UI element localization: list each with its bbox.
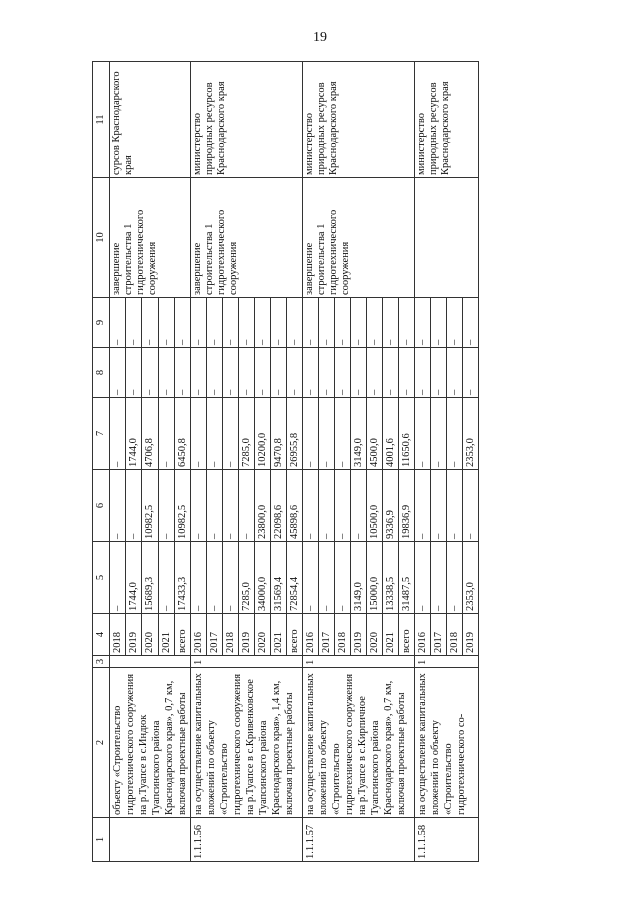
value-cell: – — [335, 398, 351, 470]
value-cell: – — [223, 398, 239, 470]
value-cell: 22098,6 — [271, 470, 287, 542]
value-cell: – — [223, 348, 239, 398]
year-cell: 2021 — [383, 614, 399, 656]
value-cell: 13338,5 — [383, 542, 399, 614]
value-cell: – — [191, 348, 207, 398]
year-cell: всего — [399, 614, 415, 656]
year-cell: всего — [287, 614, 303, 656]
header-cell: 8 — [93, 348, 110, 398]
value-cell: – — [239, 470, 255, 542]
table-row — [415, 62, 431, 862]
table-row — [110, 62, 126, 862]
value-cell: – — [287, 348, 303, 398]
value-cell: – — [110, 348, 126, 398]
value-cell: 4500,0 — [367, 398, 383, 470]
year-cell: 2019 — [351, 614, 367, 656]
year-cell: 2016 — [191, 614, 207, 656]
table-row — [303, 62, 319, 862]
value-cell: – — [158, 348, 174, 398]
value-cell: – — [255, 298, 271, 348]
item-col3: 1 — [303, 656, 415, 668]
value-cell: – — [431, 542, 447, 614]
value-cell: – — [271, 298, 287, 348]
value-cell: – — [383, 298, 399, 348]
value-cell: 10500,0 — [367, 470, 383, 542]
item-number: 1.1.1.57 — [303, 818, 415, 862]
item-executor: министерство природных ресурсов Краснодарского края — [303, 62, 415, 178]
year-cell: 2020 — [142, 614, 158, 656]
value-cell: – — [319, 542, 335, 614]
value-cell: 3149,0 — [351, 398, 367, 470]
value-cell: – — [191, 398, 207, 470]
value-cell: – — [319, 298, 335, 348]
value-cell: – — [399, 348, 415, 398]
value-cell: – — [383, 348, 399, 398]
year-cell: 2019 — [126, 614, 142, 656]
value-cell: 10200,0 — [255, 398, 271, 470]
value-cell: – — [367, 298, 383, 348]
item-description: на осуществление капитальных вложений по объекту «Строительство гидротехнического сооружения на р.Туапсе в с.Кирпичное Туапсинского района Краснодарского края», 0,7 км, включая проектные работы — [303, 668, 415, 818]
value-cell: 3149,0 — [351, 542, 367, 614]
value-cell: – — [223, 470, 239, 542]
value-cell: 45898,6 — [287, 470, 303, 542]
item-description: на осуществление капитальных вложений по объекту «Строительство гидротехнического сооружения на р.Туапсе в с.Кривенковское Туапсинского района Краснодарского края», 1,4 км, включая проектные работы — [191, 668, 303, 818]
value-cell: – — [110, 470, 126, 542]
header-cell: 11 — [93, 62, 110, 178]
item-number — [110, 818, 191, 862]
value-cell: – — [447, 298, 463, 348]
item-result — [415, 178, 479, 298]
table-body — [110, 62, 479, 862]
value-cell: – — [158, 470, 174, 542]
value-cell: 4706,8 — [142, 398, 158, 470]
header-cell: 3 — [93, 656, 110, 668]
value-cell: – — [158, 398, 174, 470]
item-description: объекту «Строительство гидротехнического сооружения на р.Туапсе в с.Индюк Туапсинского района Краснодарского края», 0,7 км, включая проектные работы — [110, 668, 191, 818]
value-cell: 19836,9 — [399, 470, 415, 542]
value-cell: – — [191, 298, 207, 348]
item-executor: министерство природных ресурсов Краснодарского края — [415, 62, 479, 178]
value-cell: – — [191, 470, 207, 542]
header-cell: 4 — [93, 614, 110, 656]
value-cell: – — [351, 298, 367, 348]
value-cell: – — [207, 348, 223, 398]
value-cell: 9470,8 — [271, 398, 287, 470]
value-cell: – — [303, 470, 319, 542]
value-cell: 7285,0 — [239, 542, 255, 614]
value-cell: 15000,0 — [367, 542, 383, 614]
value-cell: – — [447, 542, 463, 614]
value-cell: 6450,8 — [174, 398, 190, 470]
rotated-table-container — [92, 62, 626, 862]
value-cell: 17433,3 — [174, 542, 190, 614]
value-cell: – — [174, 298, 190, 348]
value-cell: – — [303, 542, 319, 614]
value-cell: 34000,0 — [255, 542, 271, 614]
value-cell: 26955,8 — [287, 398, 303, 470]
value-cell: – — [431, 398, 447, 470]
value-cell: – — [303, 298, 319, 348]
value-cell: 15689,3 — [142, 542, 158, 614]
header-cell: 10 — [93, 178, 110, 298]
year-cell: 2020 — [367, 614, 383, 656]
value-cell: – — [415, 298, 431, 348]
value-cell: – — [110, 542, 126, 614]
item-number: 1.1.1.58 — [415, 818, 479, 862]
year-cell: 2017 — [207, 614, 223, 656]
page-number: 19 — [313, 30, 327, 45]
value-cell: – — [399, 298, 415, 348]
value-cell: 9336,9 — [383, 470, 399, 542]
header-cell: 7 — [93, 398, 110, 470]
value-cell: – — [126, 298, 142, 348]
value-cell: – — [463, 470, 479, 542]
year-cell: 2019 — [239, 614, 255, 656]
year-cell: 2019 — [463, 614, 479, 656]
year-cell: 2016 — [415, 614, 431, 656]
value-cell: 72854,4 — [287, 542, 303, 614]
value-cell: – — [271, 348, 287, 398]
value-cell: – — [335, 348, 351, 398]
table-row — [191, 62, 207, 862]
value-cell: 1744,0 — [126, 542, 142, 614]
value-cell: – — [431, 298, 447, 348]
header-cell: 6 — [93, 470, 110, 542]
value-cell: – — [463, 348, 479, 398]
year-cell: 2018 — [335, 614, 351, 656]
header-row — [93, 62, 110, 862]
year-cell: 2020 — [255, 614, 271, 656]
item-result: завершение строительства 1 гидротехнического сооружения — [303, 178, 415, 298]
year-cell: всего — [174, 614, 190, 656]
year-cell: 2021 — [271, 614, 287, 656]
value-cell: – — [447, 398, 463, 470]
value-cell: – — [431, 470, 447, 542]
value-cell: – — [207, 470, 223, 542]
value-cell: – — [415, 348, 431, 398]
value-cell: – — [126, 348, 142, 398]
budget-table — [92, 61, 479, 862]
value-cell: – — [110, 298, 126, 348]
header-cell: 5 — [93, 542, 110, 614]
header-cell: 1 — [93, 818, 110, 862]
value-cell: – — [142, 348, 158, 398]
item-description: на осуществление капитальных вложений по объекту «Строительство гидротехнического со- — [415, 668, 479, 818]
value-cell: – — [110, 398, 126, 470]
value-cell: – — [142, 298, 158, 348]
header-cell: 9 — [93, 298, 110, 348]
year-cell: 2016 — [303, 614, 319, 656]
value-cell: – — [158, 298, 174, 348]
year-cell: 2018 — [223, 614, 239, 656]
value-cell: – — [351, 348, 367, 398]
value-cell: – — [303, 348, 319, 398]
year-cell: 2018 — [447, 614, 463, 656]
value-cell: 31487,5 — [399, 542, 415, 614]
value-cell: – — [319, 348, 335, 398]
value-cell: – — [415, 470, 431, 542]
value-cell: – — [158, 542, 174, 614]
value-cell: – — [351, 470, 367, 542]
value-cell: 7285,0 — [239, 398, 255, 470]
value-cell: – — [207, 542, 223, 614]
item-result: завершение строительства 1 гидротехнического сооружения — [191, 178, 303, 298]
value-cell: 2353,0 — [463, 542, 479, 614]
year-cell: 2017 — [431, 614, 447, 656]
value-cell: – — [255, 348, 271, 398]
value-cell: 31569,4 — [271, 542, 287, 614]
year-cell: 2017 — [319, 614, 335, 656]
item-col3 — [110, 656, 191, 668]
header-cell: 2 — [93, 668, 110, 818]
value-cell: – — [319, 398, 335, 470]
item-col3: 1 — [191, 656, 303, 668]
value-cell: – — [223, 298, 239, 348]
item-executor: министерство природных ресурсов Краснодарского края — [191, 62, 303, 178]
value-cell: – — [335, 470, 351, 542]
value-cell: 10982,5 — [174, 470, 190, 542]
value-cell: 4001,6 — [383, 398, 399, 470]
value-cell: – — [447, 348, 463, 398]
value-cell: – — [463, 298, 479, 348]
value-cell: – — [303, 398, 319, 470]
value-cell: – — [335, 298, 351, 348]
value-cell: – — [174, 348, 190, 398]
value-cell: 11650,6 — [399, 398, 415, 470]
value-cell: – — [239, 298, 255, 348]
value-cell: – — [207, 398, 223, 470]
year-cell: 2021 — [158, 614, 174, 656]
value-cell: – — [239, 348, 255, 398]
value-cell: – — [447, 470, 463, 542]
value-cell: 10982,5 — [142, 470, 158, 542]
value-cell: – — [287, 298, 303, 348]
value-cell: – — [335, 542, 351, 614]
value-cell: – — [415, 398, 431, 470]
item-col3: 1 — [415, 656, 479, 668]
item-executor: сурсов Краснодарского края — [110, 62, 191, 178]
value-cell: 23800,0 — [255, 470, 271, 542]
item-number: 1.1.1.56 — [191, 818, 303, 862]
value-cell: – — [223, 542, 239, 614]
value-cell: 1744,0 — [126, 398, 142, 470]
value-cell: 2353,0 — [463, 398, 479, 470]
value-cell: – — [319, 470, 335, 542]
value-cell: – — [367, 348, 383, 398]
value-cell: – — [415, 542, 431, 614]
value-cell: – — [207, 298, 223, 348]
year-cell: 2018 — [110, 614, 126, 656]
item-result: завершение строительства 1 гидротехнического сооружения — [110, 178, 191, 298]
value-cell: – — [126, 470, 142, 542]
value-cell: – — [431, 348, 447, 398]
value-cell: – — [191, 542, 207, 614]
